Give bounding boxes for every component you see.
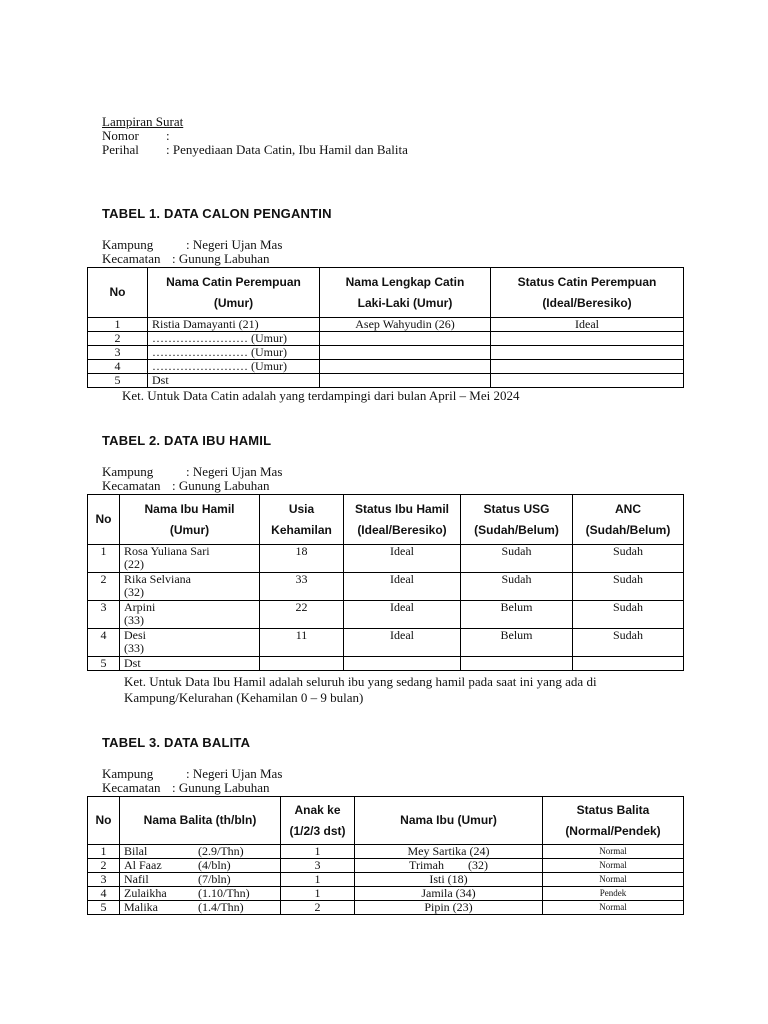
cell-umur-text: (4/bln) xyxy=(198,858,231,872)
cell-no: 1 xyxy=(88,318,148,332)
th-status-catin xyxy=(491,268,684,318)
kampung-label: Kampung xyxy=(102,237,154,252)
cell-no: 2 xyxy=(88,573,120,601)
cell-no: 5 xyxy=(88,374,148,388)
cell-perempuan: Dst xyxy=(148,374,320,388)
th-text: (Sudah/Belum) xyxy=(585,522,671,537)
perihal-line xyxy=(102,143,408,157)
cell-no: 2 xyxy=(88,332,148,346)
kecamatan-label: Kecamatan xyxy=(102,478,161,493)
th-text: ANC xyxy=(615,501,641,516)
kampung-value: : Negeri Ujan Mas xyxy=(186,237,283,252)
cell-status xyxy=(344,657,461,671)
cell-ibu: Jamila (34) xyxy=(355,887,543,901)
table2-location xyxy=(102,465,282,493)
nomor-line xyxy=(102,129,408,143)
lampiran-label: Lampiran Surat xyxy=(102,114,184,129)
cell-umur-text: (32) xyxy=(124,585,144,599)
kampung-value: : Negeri Ujan Mas xyxy=(186,766,283,781)
table2-note-line2: Kampung/Kelurahan (Kehamilan 0 – 9 bulan) xyxy=(124,690,364,705)
cell-status: Normal xyxy=(543,859,684,873)
table2-note xyxy=(124,674,597,706)
cell-no: 5 xyxy=(88,901,120,915)
table-row xyxy=(88,573,684,601)
cell-status: Normal xyxy=(543,901,684,915)
th-no: No xyxy=(88,268,148,318)
cell-laki: Asep Wahyudin (26) xyxy=(320,318,491,332)
cell-status: Ideal xyxy=(344,545,461,573)
table-row xyxy=(88,545,684,573)
kampung-label: Kampung xyxy=(102,464,154,479)
th-anc xyxy=(573,495,684,545)
cell-anak: 1 xyxy=(281,873,355,887)
th-text: Status Ibu Hamil xyxy=(354,501,449,516)
cell-nama-text: Zulaikha xyxy=(124,886,167,900)
table-row xyxy=(88,873,684,887)
nomor-sep: : xyxy=(166,128,170,143)
cell-no: 4 xyxy=(88,360,148,374)
th-status-usg xyxy=(461,495,573,545)
kecamatan-label: Kecamatan xyxy=(102,780,161,795)
cell-nama xyxy=(120,573,260,601)
table-row xyxy=(88,601,684,629)
table2-note-line1: Ket. Untuk Data Ibu Hamil adalah seluruh ibu yang sedang hamil pada saat ini yang ada di xyxy=(124,674,597,689)
th-text: (Sudah/Belum) xyxy=(474,522,559,537)
cell-anc xyxy=(573,657,684,671)
table-row xyxy=(88,845,684,859)
cell-nama-text: Al Faaz xyxy=(124,858,162,872)
cell-nama xyxy=(120,901,281,915)
cell-no: 3 xyxy=(88,346,148,360)
cell-nama-text: Rika Selviana xyxy=(124,572,191,586)
table3 xyxy=(87,796,684,915)
cell-anak: 1 xyxy=(281,887,355,901)
cell-no: 3 xyxy=(88,873,120,887)
th-text: Usia xyxy=(288,501,315,516)
th-text: Nama Catin Perempuan xyxy=(166,274,301,289)
th-text: (Normal/Pendek) xyxy=(565,823,661,838)
cell-ibu: Isti (18) xyxy=(355,873,543,887)
table2-header-row xyxy=(88,495,684,545)
cell-status xyxy=(491,332,684,346)
table2 xyxy=(87,494,684,671)
cell-anc: Sudah xyxy=(573,545,684,573)
cell-usia: 33 xyxy=(260,573,344,601)
th-anak-ke xyxy=(281,797,355,845)
cell-umur-text: (33) xyxy=(124,613,144,627)
cell-nama xyxy=(120,845,281,859)
table-row xyxy=(88,629,684,657)
th-text: Status USG xyxy=(483,501,550,516)
cell-nama-text: Bilal xyxy=(124,844,148,858)
table-row xyxy=(88,332,684,346)
cell-laki xyxy=(320,332,491,346)
cell-anc: Sudah xyxy=(573,601,684,629)
cell-nama-text: Desi xyxy=(124,628,146,642)
kecamatan-value: : Gunung Labuhan xyxy=(172,780,270,795)
cell-umur-text: (2.9/Thn) xyxy=(198,844,244,858)
th-nama-ibu-hamil xyxy=(120,495,260,545)
th-text: (1/2/3 dst) xyxy=(289,823,346,838)
cell-laki xyxy=(320,346,491,360)
cell-nama-text: Malika xyxy=(124,900,158,914)
table1-note: Ket. Untuk Data Catin adalah yang terdampingi dari bulan April – Mei 2024 xyxy=(122,388,520,403)
table-row xyxy=(88,901,684,915)
cell-ibu: Mey Sartika (24) xyxy=(355,845,543,859)
table-row xyxy=(88,859,684,873)
cell-no: 4 xyxy=(88,629,120,657)
cell-nama-text: Rosa Yuliana Sari xyxy=(124,544,210,558)
cell-perempuan: …………………… (Umur) xyxy=(148,346,320,360)
cell-umur-text: (7/bln) xyxy=(198,872,231,886)
cell-no: 2 xyxy=(88,859,120,873)
th-text: (Ideal/Beresiko) xyxy=(542,295,632,310)
kampung-value: : Negeri Ujan Mas xyxy=(186,464,283,479)
cell-no: 3 xyxy=(88,601,120,629)
th-status-ibu-hamil xyxy=(344,495,461,545)
cell-no: 5 xyxy=(88,657,120,671)
cell-status: Normal xyxy=(543,845,684,859)
nomor-label: Nomor xyxy=(102,128,139,143)
th-text: Status Balita xyxy=(576,802,650,817)
cell-anak: 1 xyxy=(281,845,355,859)
th-text: (Umur) xyxy=(213,295,254,310)
kecamatan-label: Kecamatan xyxy=(102,251,161,266)
table-row xyxy=(88,374,684,388)
cell-no: 1 xyxy=(88,845,120,859)
table-row xyxy=(88,360,684,374)
perihal-value: : Penyediaan Data Catin, Ibu Hamil dan Balita xyxy=(166,142,408,157)
cell-nama xyxy=(120,887,281,901)
cell-usia: 22 xyxy=(260,601,344,629)
table1 xyxy=(87,267,684,388)
cell-status: Ideal xyxy=(344,573,461,601)
table1-location xyxy=(102,238,282,266)
cell-status xyxy=(491,346,684,360)
cell-umur-text: (1.10/Thn) xyxy=(198,886,250,900)
cell-usia xyxy=(260,657,344,671)
th-catin-laki xyxy=(320,268,491,318)
table1-header-row xyxy=(88,268,684,318)
cell-laki xyxy=(320,360,491,374)
letter-header xyxy=(102,115,408,157)
cell-status: Pendek xyxy=(543,887,684,901)
th-nama-ibu: Nama Ibu (Umur) xyxy=(355,797,543,845)
table3-header-row xyxy=(88,797,684,845)
kecamatan-value: : Gunung Labuhan xyxy=(172,478,270,493)
cell-ibu: Trimah (32) xyxy=(355,859,543,873)
table-row xyxy=(88,346,684,360)
table3-location xyxy=(102,767,282,795)
cell-anak: 3 xyxy=(281,859,355,873)
cell-anc: Sudah xyxy=(573,629,684,657)
cell-no: 1 xyxy=(88,545,120,573)
th-no: No xyxy=(88,797,120,845)
cell-nama: Dst xyxy=(120,657,260,671)
cell-umur-text: (1.4/Thn) xyxy=(198,900,244,914)
cell-perempuan: …………………… (Umur) xyxy=(148,360,320,374)
cell-anc: Sudah xyxy=(573,573,684,601)
cell-nama xyxy=(120,601,260,629)
th-text: Nama Ibu Hamil xyxy=(144,501,235,516)
th-text: Anak ke xyxy=(294,802,341,817)
th-text: Status Catin Perempuan xyxy=(517,274,657,289)
cell-anak: 2 xyxy=(281,901,355,915)
th-status-balita xyxy=(543,797,684,845)
th-no: No xyxy=(88,495,120,545)
table-row xyxy=(88,318,684,332)
cell-status: Normal xyxy=(543,873,684,887)
cell-usg: Belum xyxy=(461,601,573,629)
cell-usia: 18 xyxy=(260,545,344,573)
cell-usg: Belum xyxy=(461,629,573,657)
cell-perempuan: Ristia Damayanti (21) xyxy=(148,318,320,332)
cell-nama-text: Arpini xyxy=(124,600,156,614)
th-usia-kehamilan xyxy=(260,495,344,545)
table3-title: TABEL 3. DATA BALITA xyxy=(102,735,251,750)
th-text: Kehamilan xyxy=(271,522,332,537)
th-nama-balita: Nama Balita (th/bln) xyxy=(120,797,281,845)
cell-nama xyxy=(120,873,281,887)
cell-usg: Sudah xyxy=(461,545,573,573)
cell-usia: 11 xyxy=(260,629,344,657)
cell-ibu: Pipin (23) xyxy=(355,901,543,915)
kampung-label: Kampung xyxy=(102,766,154,781)
table-row xyxy=(88,657,684,671)
cell-no: 4 xyxy=(88,887,120,901)
cell-status xyxy=(491,360,684,374)
cell-perempuan: …………………… (Umur) xyxy=(148,332,320,346)
cell-umur-text: (22) xyxy=(124,557,144,571)
th-text: Laki-Laki (Umur) xyxy=(357,295,453,310)
cell-usg xyxy=(461,657,573,671)
cell-nama xyxy=(120,629,260,657)
cell-status: Ideal xyxy=(491,318,684,332)
cell-status: Ideal xyxy=(344,601,461,629)
table1-title: TABEL 1. DATA CALON PENGANTIN xyxy=(102,206,332,221)
cell-nama-text: Nafil xyxy=(124,872,149,886)
table-row xyxy=(88,887,684,901)
cell-laki xyxy=(320,374,491,388)
perihal-label: Perihal xyxy=(102,142,139,157)
cell-status: Ideal xyxy=(344,629,461,657)
cell-umur-text: (33) xyxy=(124,641,144,655)
th-catin-perempuan xyxy=(148,268,320,318)
cell-usg: Sudah xyxy=(461,573,573,601)
th-text: (Ideal/Beresiko) xyxy=(357,522,447,537)
cell-status xyxy=(491,374,684,388)
kecamatan-value: : Gunung Labuhan xyxy=(172,251,270,266)
th-text: (Umur) xyxy=(169,522,210,537)
table2-title: TABEL 2. DATA IBU HAMIL xyxy=(102,433,272,448)
cell-nama xyxy=(120,859,281,873)
th-text: Nama Lengkap Catin xyxy=(345,274,465,289)
cell-nama xyxy=(120,545,260,573)
